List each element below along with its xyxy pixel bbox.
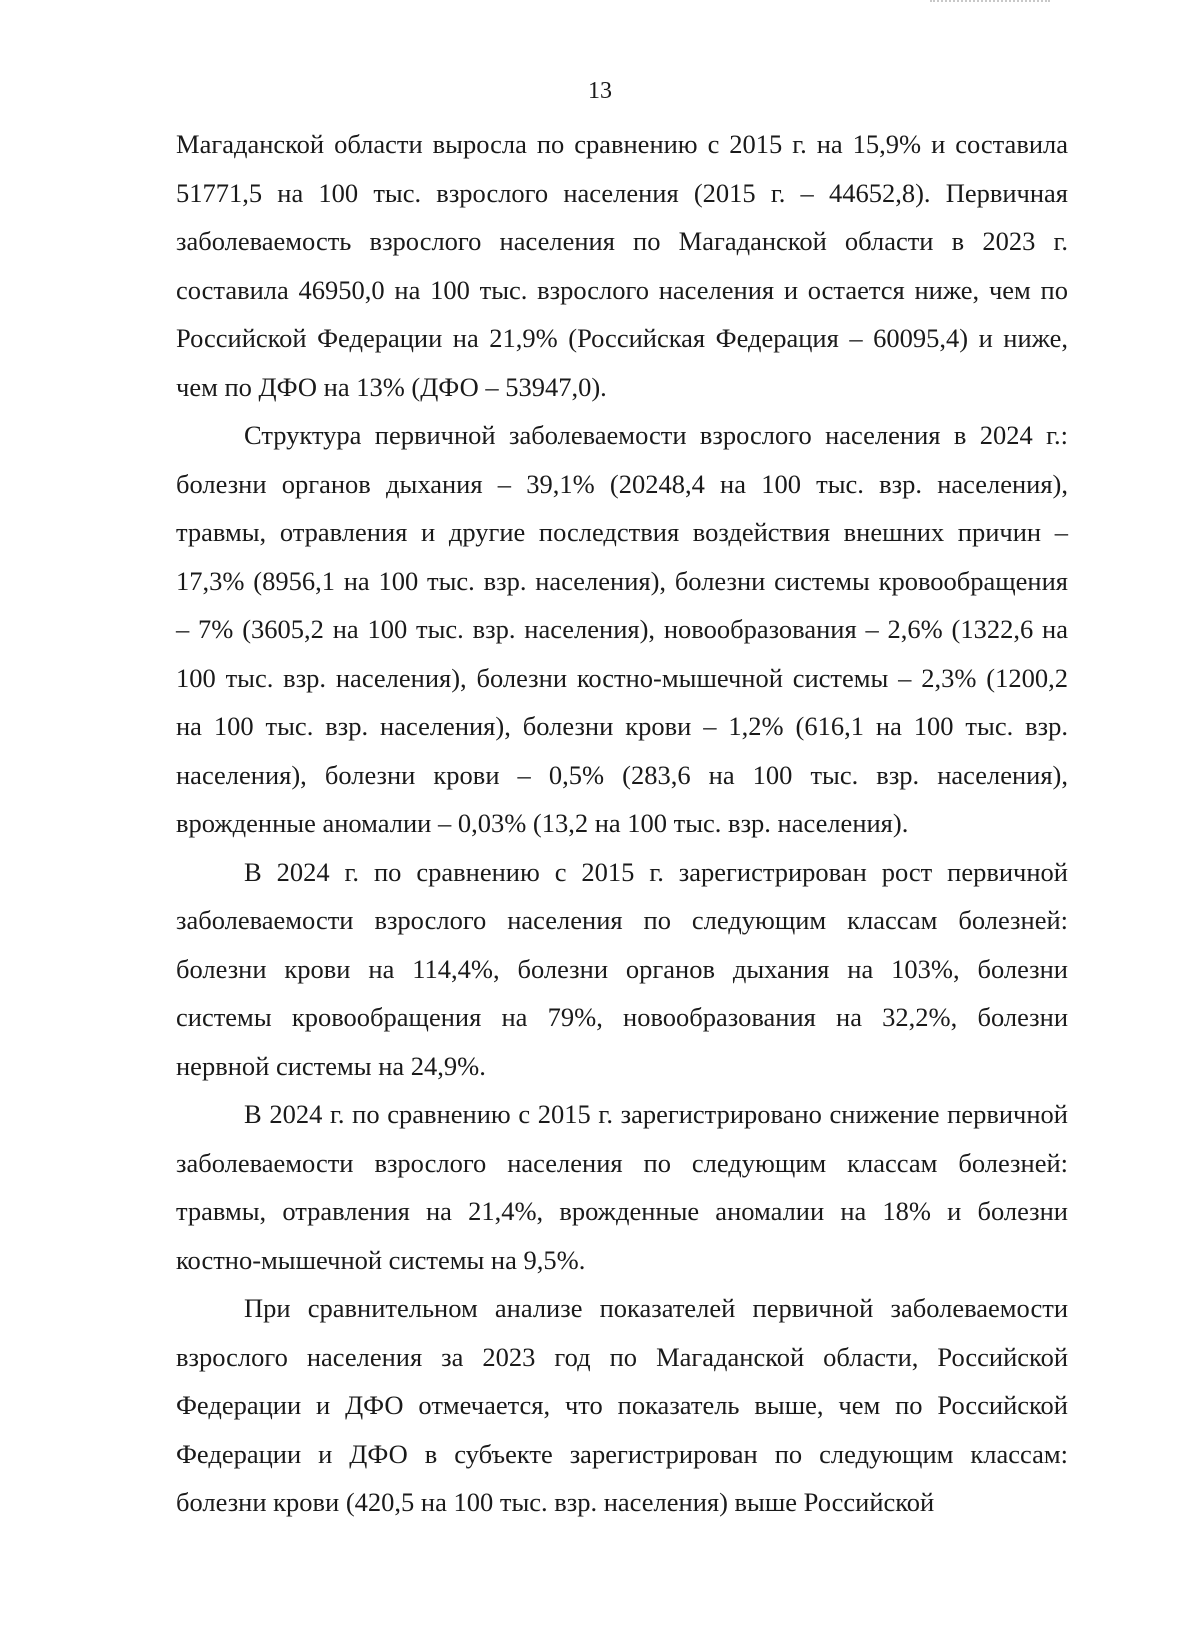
paragraph-continuation: Магаданской области выросла по сравнению с 2015 г. на 15,9% и составила 51771,5 на 100 тыс. взрослого населения (2015 г. – 44652,8). Первичная заболеваемость взрослого населения по Магаданской области в 2023 г. составила 46950,0 на 100 тыс. взрослого населения и остается ниже, чем по Российской Федерации на 21,9% (Российская Федерация – 60095,4) и ниже, чем по ДФО на 13% (ДФО – 53947,0). — [176, 129, 1068, 402]
paragraph-structure: Структура первичной заболеваемости взрослого населения в 2024 г.: болезни органов дыхания – 39,1% (20248,4 на 100 тыс. взр. населения), травмы, отравления и другие последствия воздействия внешних причин – 17,3% (8956,1 на 100 тыс. взр. населения), болезни системы кровообращения – 7% (3605,2 на 100 тыс. взр. населения), новообразования – 2,6% (1322,6 на 100 тыс. взр. населения), болезни костно-мышечной системы – 2,3% (1200,2 на 100 тыс. взр. населения), болезни крови – 1,2% (616,1 на 100 тыс. взр. населения), болезни крови – 0,5% (283,6 на 100 тыс. взр. населения), врожденные аномалии – 0,03% (13,2 на 100 тыс. взр. населения). — [176, 420, 1068, 838]
page-number: 13 — [588, 78, 612, 104]
document-body — [176, 120, 1068, 1527]
paragraph-comparison: При сравнительном анализе показателей первичной заболеваемости взрослого населения за 2023 год по Магаданской области, Российской Федерации и ДФО отмечается, что показатель выше, чем по Российской Федерации и ДФО в субъекте зарегистрирован по следующим классам: болезни крови (420,5 на 100 тыс. взр. населения) выше Российской — [176, 1293, 1068, 1517]
paragraph-decline: В 2024 г. по сравнению с 2015 г. зарегистрировано снижение первичной заболеваемости взрослого населения по следующим классам болезней: травмы, отравления на 21,4%, врожденные аномалии на 18% и болезни костно-мышечной системы на 9,5%. — [176, 1099, 1068, 1275]
paragraph-growth: В 2024 г. по сравнению с 2015 г. зарегистрирован рост первичной заболеваемости взрослого населения по следующим классам болезней: болезни крови на 114,4%, болезни органов дыхания на 103%, болезни системы кровообращения на 79%, новообразования на 32,2%, болезни нервной системы на 24,9%. — [176, 856, 1068, 1081]
scan-artifact — [930, 0, 1050, 6]
